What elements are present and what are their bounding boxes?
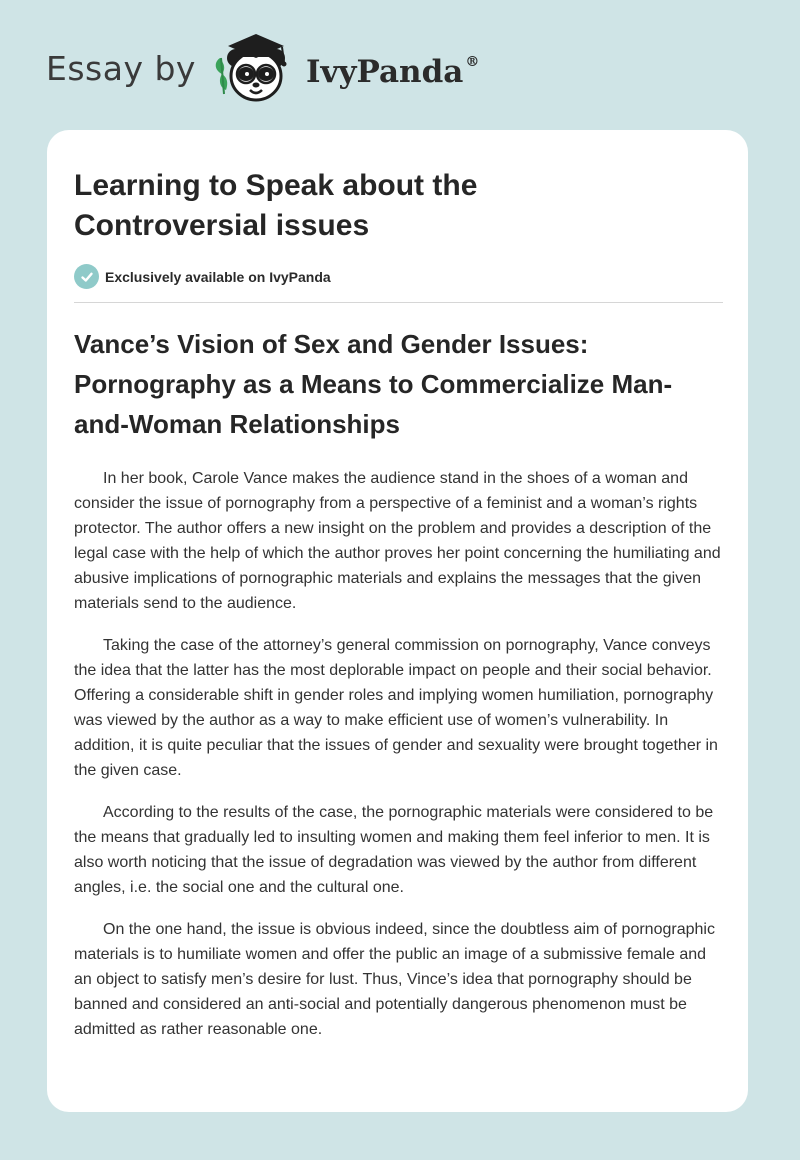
divider — [74, 302, 723, 303]
exclusive-label: Exclusively available on IvyPanda — [105, 268, 331, 285]
paragraph: Taking the case of the attorney’s general commission on pornography, Vance conveys the idea that the latter has the most deplorable impact on people and their social behavior. Offering a considerable shift in gender roles and implying women humiliation, pornography was viewed by the author as a way to make efficient use of women’s vulnerability. In addition, it is quite peculiar that the issues of gender and sexuality were brought together in the given case. — [74, 637, 718, 779]
page-title: Learning to Speak about the Controversial issues — [74, 169, 478, 242]
essay-by-label: Essay by — [46, 48, 196, 88]
registered-mark: ® — [465, 54, 480, 70]
section-heading: Vance’s Vision of Sex and Gender Issues: Pornography as a Means to Commercialize Man-and-Woman Relationships — [74, 329, 673, 439]
paragraph: In her book, Carole Vance makes the audience stand in the shoes of a woman and consider the issue of pornography from a perspective of a feminist and a woman’s rights protector. The author offers a new insight on the problem and provides a description of the legal case with the help of which the author proves her point concerning the humiliating and abusive implications of pornographic materials and explains the messages that the given materials send to the audience. — [74, 470, 721, 612]
panda-graduate-icon — [210, 28, 302, 108]
brand-name: IvyPanda ® — [305, 54, 480, 90]
paragraph: According to the results of the case, the pornographic materials were considered to be the means that gradually led to insulting women and making them feel inferior to men. It is also worth noticing that the issue of degradation was viewed by the author from different angles, i.e. the social one and the cultural one. — [74, 804, 714, 896]
check-icon — [74, 264, 99, 289]
essay-card — [47, 130, 748, 1112]
essay-body — [74, 466, 724, 1059]
paragraph: On the one hand, the issue is obvious indeed, since the doubtless aim of pornographic materials is to humiliate women and offer the public an image of a submissive female and an object to satisfy men’s desire for lust. Thus, Vince’s idea that pornography should be banned and considered an anti-social and potentially dangerous phenomenon must be admitted as rather reasonable one. — [74, 921, 715, 1038]
exclusive-badge — [74, 264, 331, 289]
site-header — [46, 28, 479, 108]
